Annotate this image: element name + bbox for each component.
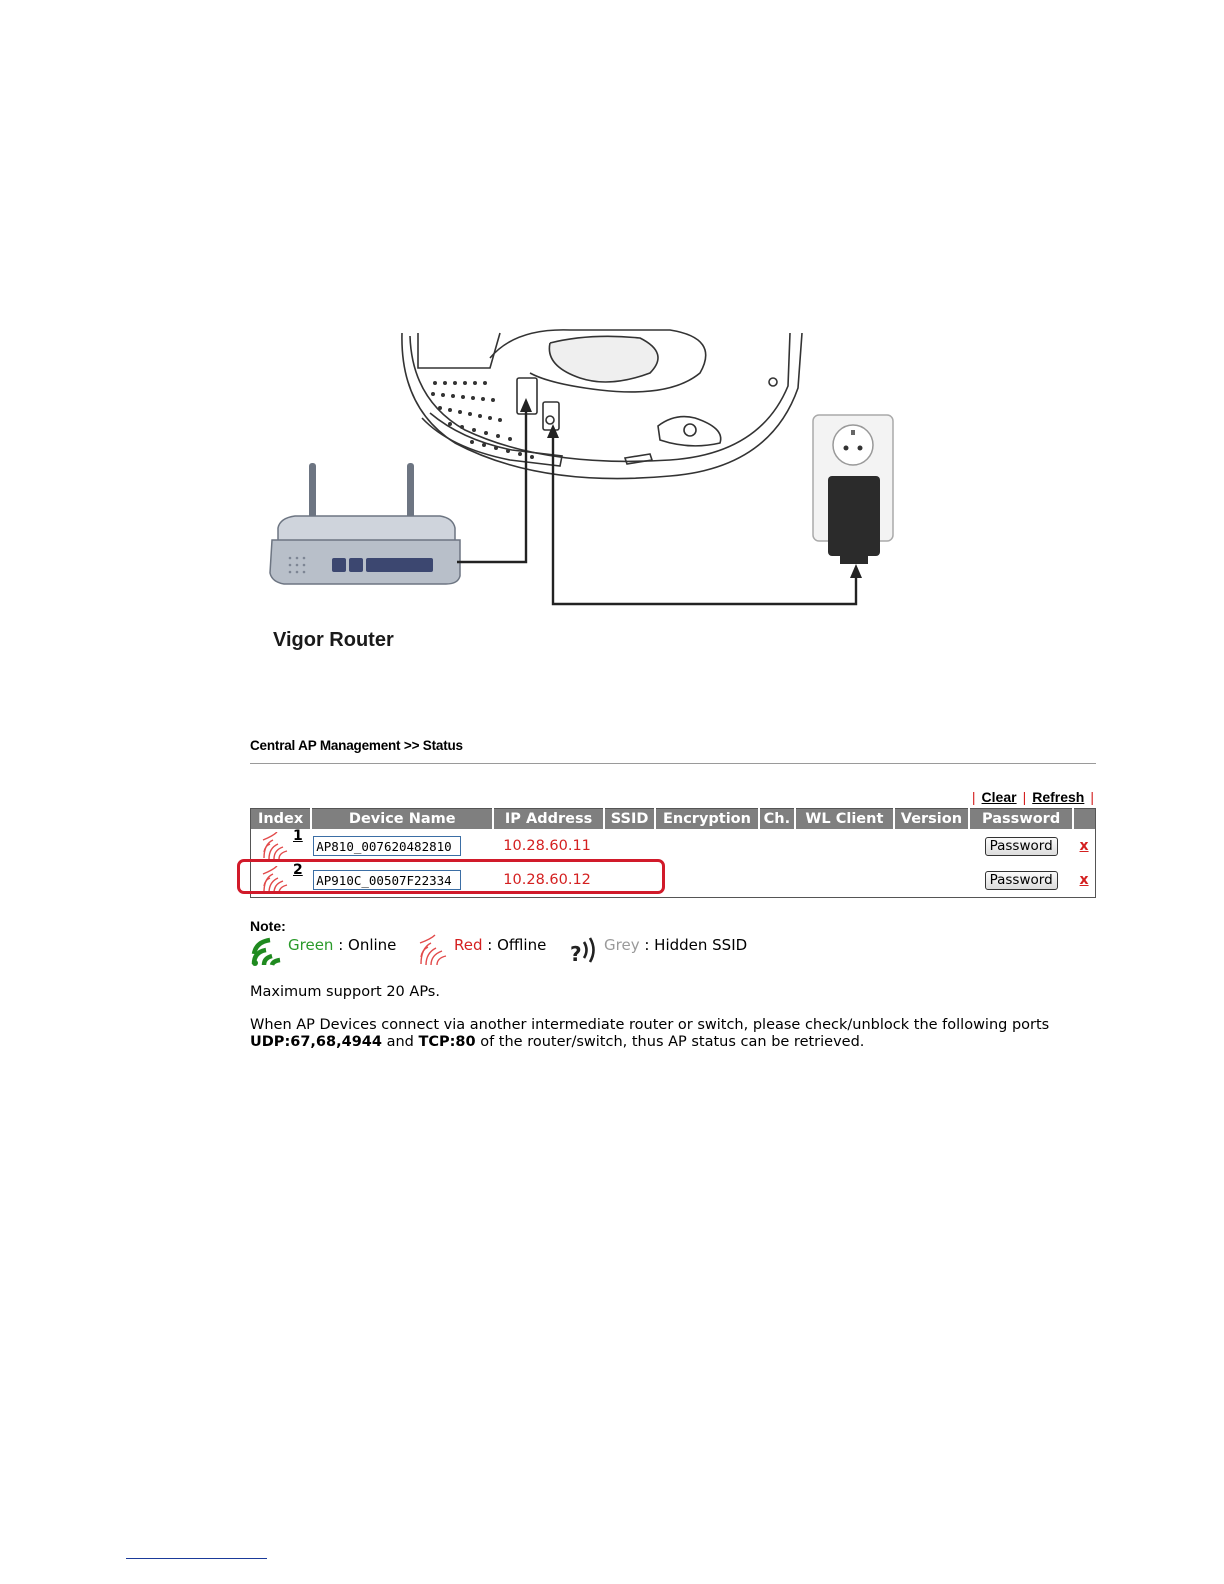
- ssid-cell: [604, 829, 655, 863]
- status-legend: [250, 934, 1096, 968]
- wl-client-cell: [795, 863, 894, 898]
- version-cell: [894, 863, 969, 898]
- password-cell: [969, 863, 1073, 898]
- column-header-ip-address: IP Address: [493, 809, 604, 830]
- highlight-box: [237, 859, 665, 894]
- encryption-cell: [655, 863, 758, 898]
- router-illustration: [270, 463, 460, 584]
- index-link[interactable]: 1: [293, 828, 303, 844]
- column-header-channel: Ch.: [759, 809, 795, 830]
- toolbar-links: [966, 789, 1094, 805]
- device-name-input[interactable]: [313, 836, 461, 856]
- wl-client-cell: [795, 829, 894, 863]
- ports-note: [250, 1017, 1049, 1051]
- ports-udp: UDP:67,68,4944: [250, 1034, 382, 1050]
- channel-cell: [759, 863, 795, 898]
- legend-red-word: Red: [454, 936, 483, 954]
- legend-grey-word: Grey: [604, 936, 640, 954]
- clear-link[interactable]: Clear: [981, 789, 1017, 805]
- delete-link[interactable]: x: [1079, 838, 1089, 854]
- access-point-illustration: [402, 330, 802, 479]
- offline-wifi-icon: [261, 832, 291, 860]
- column-header-ssid: SSID: [604, 809, 655, 830]
- legend-offline: [418, 934, 546, 966]
- legend-hidden-desc: : Hidden SSID: [639, 936, 748, 954]
- legend-online: [250, 934, 396, 966]
- refresh-link[interactable]: Refresh: [1032, 789, 1085, 805]
- ap-vent-holes: [431, 381, 534, 459]
- title-divider: [250, 763, 1096, 764]
- index-link[interactable]: 2: [293, 862, 303, 878]
- ports-note-line-1: When AP Devices connect via another intermediate router or switch, please check/unblock the following ports: [250, 1017, 1050, 1033]
- ports-note-line-2: [250, 1034, 1049, 1051]
- ethernet-arrow: [520, 398, 532, 412]
- power-arrow-adapter: [850, 564, 862, 578]
- ports-and: and: [381, 1034, 419, 1050]
- delete-cell: [1073, 829, 1095, 863]
- router-caption: Vigor Router: [273, 629, 394, 651]
- delete-cell: [1073, 863, 1095, 898]
- column-header-wl-client: WL Client: [795, 809, 894, 830]
- online-wifi-icon: [250, 934, 284, 966]
- page-title: Central AP Management >> Status: [250, 738, 463, 753]
- column-header-password: Password: [969, 809, 1073, 830]
- column-header-device-name: Device Name: [311, 809, 493, 830]
- index-cell: [251, 829, 312, 863]
- ip-address-cell: 10.28.60.11: [503, 838, 591, 854]
- column-header-delete: [1073, 809, 1095, 830]
- central-ap-status-panel: [250, 738, 1096, 1050]
- encryption-cell: [655, 829, 758, 863]
- table-row: [251, 829, 1096, 863]
- password-button[interactable]: Password: [985, 871, 1058, 890]
- connection-diagram: [250, 318, 950, 668]
- column-header-index: Index: [251, 809, 312, 830]
- link-separator: |: [1090, 789, 1094, 805]
- max-support-text: Maximum support 20 APs.: [250, 984, 440, 1000]
- legend-offline-desc: : Offline: [482, 936, 547, 954]
- password-cell: [969, 829, 1073, 863]
- legend-hidden: [570, 934, 747, 966]
- footnote-separator: [126, 1558, 267, 1559]
- version-cell: [894, 829, 969, 863]
- power-adapter-illustration: [828, 476, 880, 564]
- password-button[interactable]: Password: [985, 837, 1058, 856]
- column-header-version: Version: [894, 809, 969, 830]
- channel-cell: [759, 829, 795, 863]
- power-arrow-ap: [547, 424, 559, 438]
- delete-link[interactable]: x: [1079, 872, 1089, 888]
- link-separator: |: [971, 789, 976, 805]
- legend-green-word: Green: [288, 936, 334, 954]
- offline-wifi-icon: [418, 934, 450, 966]
- ethernet-cable-line: [457, 410, 526, 562]
- ports-suffix: of the router/switch, thus AP status can be retrieved.: [475, 1034, 865, 1050]
- ports-tcp: TCP:80: [418, 1034, 476, 1050]
- link-separator: |: [1022, 789, 1027, 805]
- column-header-encryption: Encryption: [655, 809, 758, 830]
- hidden-ssid-icon: [570, 934, 602, 966]
- svg-text:?: ?: [570, 942, 582, 966]
- ip-address-cell: 10.28.60.12: [503, 872, 591, 888]
- table-header-row: [251, 809, 1096, 830]
- device-name-cell: [311, 829, 493, 863]
- note-title: Note:: [250, 918, 286, 934]
- legend-online-desc: : Online: [333, 936, 397, 954]
